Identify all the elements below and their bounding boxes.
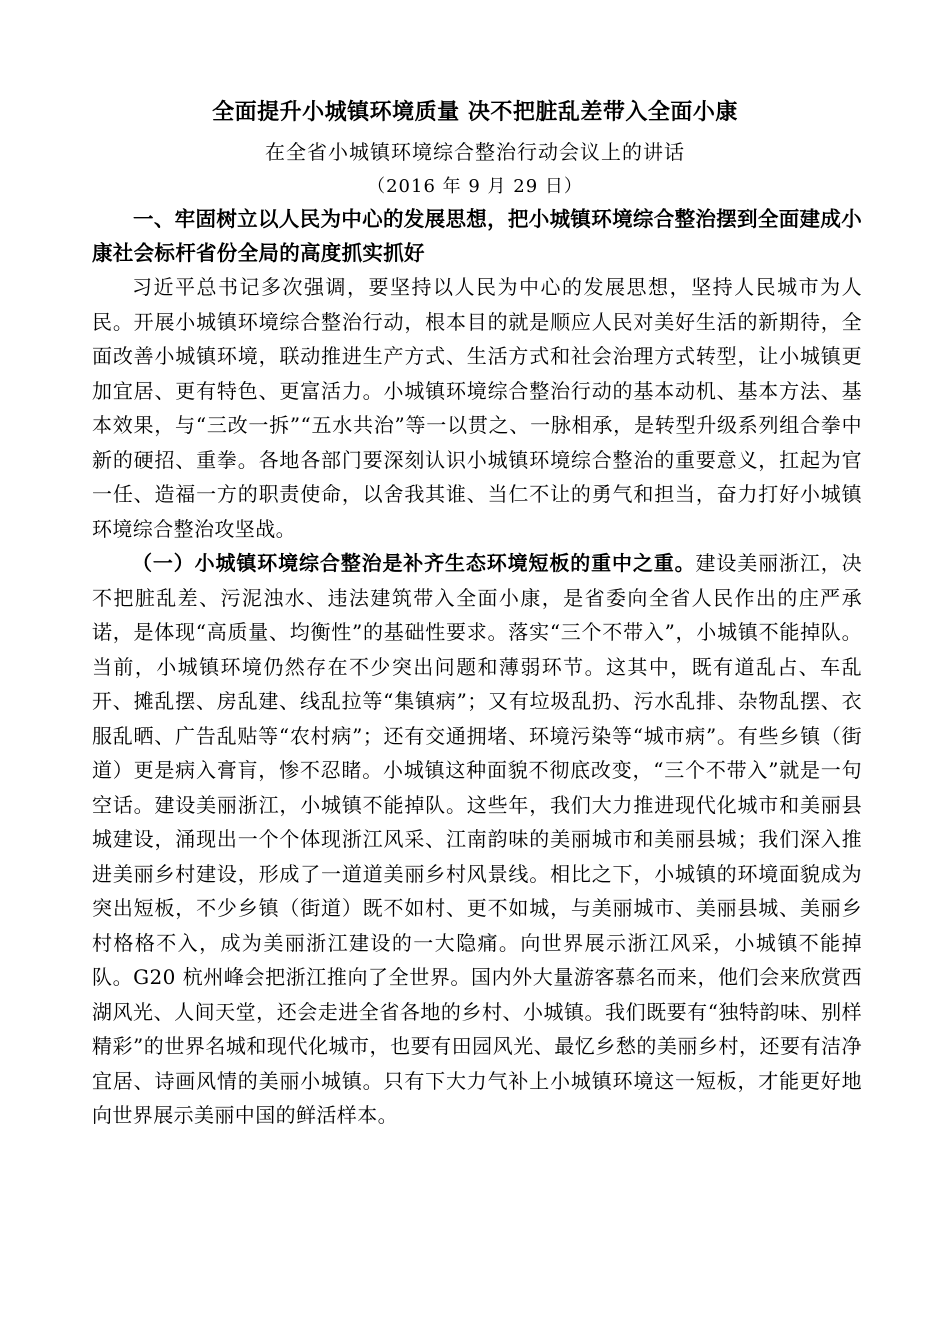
paragraph: 习近平总书记多次强调，要坚持以人民为中心的发展思想，坚持人民城市为人民。开展小城镇环境综合整治行动，根本目的就是顺应人民对美好生活的新期待，全面改善小城镇环境，联动推进生产方式、生活方式和社会治理方式转型，让小城镇更加宜居、更有特色、更富活力。小城镇环境综合整治行动的基本动机、基本方法、基本效果，与“三改一拆”“五水共治”等一以贯之、一脉相承，是转型升级系列组合拳中新的硬招、重拳。各地各部门要深刻认识小城镇环境综合整治的重要意义，扛起为官一任、造福一方的职责使命，以舍我其谁、当仁不让的勇气和担当，奋力打好小城镇环境综合整治攻坚战。 <box>92 275 862 541</box>
paragraph-with-subheading <box>92 546 862 1133</box>
document-body <box>92 202 862 1133</box>
sub-heading: （一）小城镇环境综合整治是补齐生态环境短板的重中之重。 <box>132 551 696 575</box>
paragraph-text: 建设美丽浙江，决不把脏乱差、污泥浊水、违法建筑带入全面小康，是省委向全省人民作出的庄严承诺，是体现“高质量、均衡性”的基础性要求。落实“三个不带入”，小城镇不能掉队。当前，小城镇环境仍然存在不少突出问题和薄弱环节。这其中，既有道乱占、车乱开、摊乱摆、房乱建、线乱拉等“集镇病”；又有垃圾乱扔、污水乱排、杂物乱摆、衣服乱晒、广告乱贴等“农村病”；还有交通拥堵、环境污染等“城市病”。有些乡镇（街道）更是病入膏肓，惨不忍睹。小城镇这种面貌不彻底改变，“三个不带入”就是一句空话。建设美丽浙江，小城镇不能掉队。这些年，我们大力推进现代化城市和美丽县城建设，涌现出一个个体现浙江风采、江南韵味的美丽城市和美丽县城；我们深入推进美丽乡村建设，形成了一道道美丽乡村风景线。相比之下，小城镇的环境面貌成为突出短板，不少乡镇（街道）既不如村、更不如城，与美丽城市、美丽县城、美丽乡村格格不入，成为美丽浙江建设的一大隐痛。向世界展示浙江风采，小城镇不能掉队。G20 杭州峰会把浙江推向了全世界。国内外大量游客慕名而来，他们会来欣赏西湖风光、人间天堂，还会走进全省各地的乡村、小城镇。我们既要有“独特韵味、别样精彩”的世界名城和现代化城市，也要有田园风光、最忆乡愁的美丽乡村，还要有洁净宜居、诗画风情的美丽小城镇。只有下大力气补上小城镇环境这一短板，才能更好地向世界展示美丽中国的鲜活样本。 <box>92 551 862 1127</box>
document-title: 全面提升小城镇环境质量 决不把脏乱差带入全面小康 <box>212 100 738 125</box>
document-subtitle: 在全省小城镇环境综合整治行动会议上的讲话 <box>265 140 685 164</box>
section-heading: 一、牢固树立以人民为中心的发展思想，把小城镇环境综合整治摆到全面建成小康社会标杆省份全局的高度抓实抓好 <box>92 207 862 265</box>
document-date: （2016 年 9 月 29 日） <box>367 176 583 197</box>
